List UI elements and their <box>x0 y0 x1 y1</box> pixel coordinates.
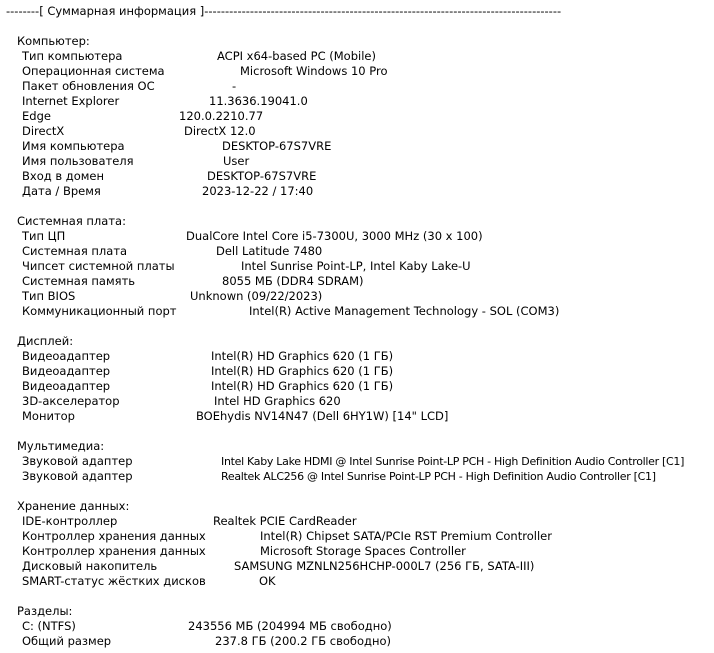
row-directx <box>0 124 714 139</box>
row-value: User <box>223 154 250 168</box>
row-label: Вход в домен <box>22 169 105 183</box>
row-label: Видеоадаптер <box>22 379 111 393</box>
row-label: Дата / Время <box>22 184 101 198</box>
row-computer-type <box>0 49 714 64</box>
row-edge <box>0 109 714 124</box>
row-value: Microsoft Storage Spaces Controller <box>260 544 466 558</box>
row-os <box>0 64 714 79</box>
row-monitor <box>0 409 714 424</box>
row-domain-logon <box>0 169 714 184</box>
row-computer-name <box>0 139 714 154</box>
row-3d-accelerator <box>0 394 714 409</box>
row-value: Microsoft Windows 10 Pro <box>240 64 388 78</box>
row-label: Общий размер <box>22 634 112 648</box>
row-value: BOEhydis NV14N47 (Dell 6HY1W) [14" LCD] <box>196 409 449 423</box>
row-label: Тип ЦП <box>22 229 66 243</box>
row-value: Dell Latitude 7480 <box>216 244 323 258</box>
row-ide-controller <box>0 514 714 529</box>
row-video-adapter <box>0 364 714 379</box>
row-label: Internet Explorer <box>22 94 120 108</box>
row-label: Тип BIOS <box>22 289 76 303</box>
row-value: DESKTOP-67S7VRE <box>222 139 332 153</box>
row-system-memory <box>0 274 714 289</box>
row-chipset <box>0 259 714 274</box>
row-audio-adapter <box>0 454 714 469</box>
row-label: Видеоадаптер <box>22 364 111 378</box>
row-label: Имя компьютера <box>22 139 125 153</box>
row-os-service-pack <box>0 79 714 94</box>
row-label: Системная память <box>22 274 136 288</box>
section-title-computer: Компьютер: <box>17 34 90 48</box>
row-label: IDE-контроллер <box>22 514 118 528</box>
row-label: Тип компьютера <box>22 49 123 63</box>
row-value: Intel(R) HD Graphics 620 (1 ГБ) <box>211 379 394 393</box>
row-label: SMART-статус жёстких дисков <box>22 574 206 588</box>
row-label: Edge <box>22 109 51 123</box>
row-disk-drive <box>0 559 714 574</box>
row-video-adapter <box>0 349 714 364</box>
row-label: Монитор <box>22 409 75 423</box>
row-value: - <box>232 79 237 93</box>
row-label: Системная плата <box>22 244 128 258</box>
section-title-partitions: Разделы: <box>17 604 73 618</box>
row-video-adapter <box>0 379 714 394</box>
section-title-storage: Хранение данных: <box>17 499 130 513</box>
row-label: Чипсет системной платы <box>22 259 175 273</box>
row-bios-type <box>0 289 714 304</box>
row-label: Коммуникационный порт <box>22 304 177 318</box>
row-label: Контроллер хранения данных <box>22 544 206 558</box>
row-user-name <box>0 154 714 169</box>
row-label: Пакет обновления ОС <box>22 79 155 93</box>
row-date-time <box>0 184 714 199</box>
row-value: 243556 МБ (204994 МБ свободно) <box>188 619 392 633</box>
row-value: Intel(R) HD Graphics 620 (1 ГБ) <box>211 364 394 378</box>
row-partition-c <box>0 619 714 634</box>
row-label: DirectX <box>22 124 65 138</box>
row-audio-adapter <box>0 469 714 484</box>
row-label: Дисковый накопитель <box>22 559 158 573</box>
row-value: 237.8 ГБ (200.2 ГБ свободно) <box>215 634 392 648</box>
row-value: 2023-12-22 / 17:40 <box>202 184 314 198</box>
row-cpu-type <box>0 229 714 244</box>
row-value: 11.3636.19041.0 <box>209 94 308 108</box>
row-motherboard <box>0 244 714 259</box>
row-label: Имя пользователя <box>22 154 134 168</box>
row-value: Intel Sunrise Point-LP, Intel Kaby Lake-U <box>241 259 471 273</box>
row-value: Realtek ALC256 @ Intel Sunrise Point-LP PCH - High Definition Audio Controller [C1] <box>221 470 656 483</box>
row-value: Intel Kaby Lake HDMI @ Intel Sunrise Point-LP PCH - High Definition Audio Controller [C1] <box>221 455 685 468</box>
row-value: DualCore Intel Core i5-7300U, 3000 MHz (30 x 100) <box>186 229 483 243</box>
row-label: Видеоадаптер <box>22 349 111 363</box>
row-label: Операционная система <box>22 64 165 78</box>
row-label: C: (NTFS) <box>22 619 76 633</box>
row-value: Unknown (09/22/2023) <box>190 289 323 303</box>
row-label: Звуковой адаптер <box>22 469 133 483</box>
report-header: --------[ Суммарная информация ]-------------------------------------------------------------------------------------- <box>6 4 562 18</box>
row-label: 3D-акселератор <box>22 394 120 408</box>
row-value: Intel HD Graphics 620 <box>214 394 341 408</box>
row-comm-port <box>0 304 714 319</box>
row-value: Realtek PCIE CardReader <box>213 514 357 528</box>
row-storage-controller <box>0 529 714 544</box>
row-value: 120.0.2210.77 <box>179 109 264 123</box>
section-title-multimedia: Мультимедиа: <box>17 439 105 453</box>
row-label: Контроллер хранения данных <box>22 529 206 543</box>
section-title-motherboard: Системная плата: <box>17 214 126 228</box>
row-value: Intel(R) Active Management Technology - SOL (COM3) <box>249 304 560 318</box>
row-value: Intel(R) HD Graphics 620 (1 ГБ) <box>211 349 394 363</box>
row-value: SAMSUNG MZNLN256HCHP-000L7 (256 ГБ, SATA-III) <box>234 559 535 573</box>
row-value: 8055 МБ (DDR4 SDRAM) <box>222 274 364 288</box>
section-title-display: Дисплей: <box>17 334 74 348</box>
row-internet-explorer <box>0 94 714 109</box>
row-storage-controller <box>0 544 714 559</box>
row-value: DirectX 12.0 <box>184 124 256 138</box>
row-label: Звуковой адаптер <box>22 454 133 468</box>
row-value: OK <box>259 574 276 588</box>
row-value: Intel(R) Chipset SATA/PCIe RST Premium Controller <box>260 529 552 543</box>
row-total-size <box>0 634 714 649</box>
row-smart-status <box>0 574 714 589</box>
row-value: DESKTOP-67S7VRE <box>207 169 317 183</box>
row-value: ACPI x64-based PC (Mobile) <box>217 49 376 63</box>
